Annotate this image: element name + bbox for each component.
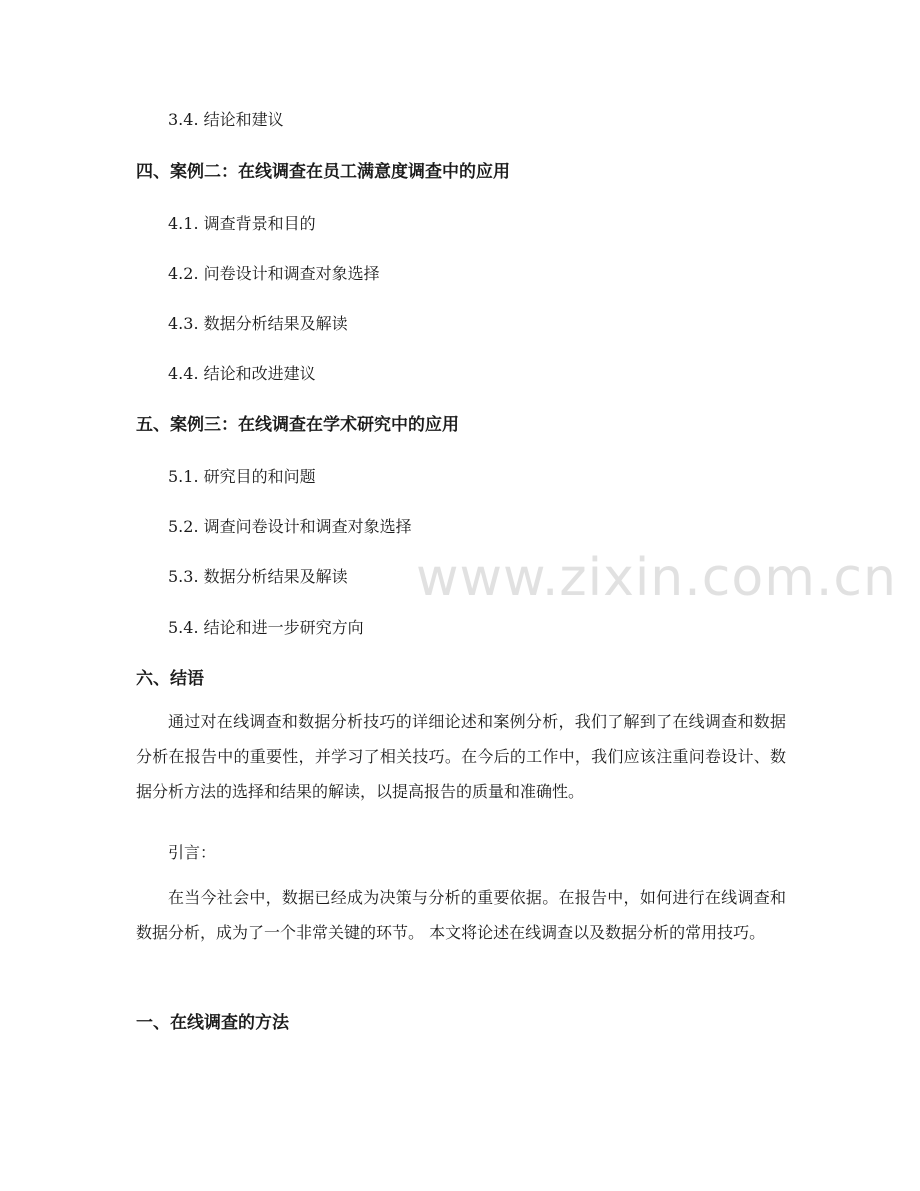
intro-label: 引言：: [168, 843, 217, 862]
section-heading-1: 一、在线调查的方法: [136, 1013, 289, 1033]
conclusion-paragraph: 通过对在线调查和数据分析技巧的详细论述和案例分析，我们了解到了在线调查和数据分析在报告中的重要性，并学习了相关技巧。在今后的工作中，我们应该注重问卷设计、数据分析方法的选择和结果的解读，以提高报告的质量和准确性。: [136, 712, 786, 801]
toc-item-5-1: 5.1. 研究目的和问题: [168, 467, 316, 486]
section-heading-6: 六、结语: [136, 669, 204, 689]
toc-item-4-4: 4.4. 结论和改进建议: [168, 364, 316, 383]
intro-paragraph: 在当今社会中，数据已经成为决策与分析的重要依据。在报告中，如何进行在线调查和数据分析，成为了一个非常关键的环节。 本文将论述在线调查以及数据分析的常用技巧。: [136, 888, 786, 942]
toc-item-5-2: 5.2. 调查问卷设计和调查对象选择: [168, 517, 412, 536]
toc-item-4-1: 4.1. 调查背景和目的: [168, 214, 316, 233]
toc-item-5-3: 5.3. 数据分析结果及解读: [168, 567, 348, 586]
section-heading-4: 四、案例二：在线调查在员工满意度调查中的应用: [136, 162, 510, 182]
section-heading-5: 五、案例三：在线调查在学术研究中的应用: [136, 415, 459, 435]
watermark: www.zixin.com.cn: [416, 548, 897, 608]
toc-item-5-4: 5.4. 结论和进一步研究方向: [168, 618, 364, 637]
toc-item-4-2: 4.2. 问卷设计和调查对象选择: [168, 264, 380, 283]
toc-item-4-3: 4.3. 数据分析结果及解读: [168, 314, 348, 333]
toc-item-3-4: 3.4. 结论和建议: [168, 110, 284, 129]
